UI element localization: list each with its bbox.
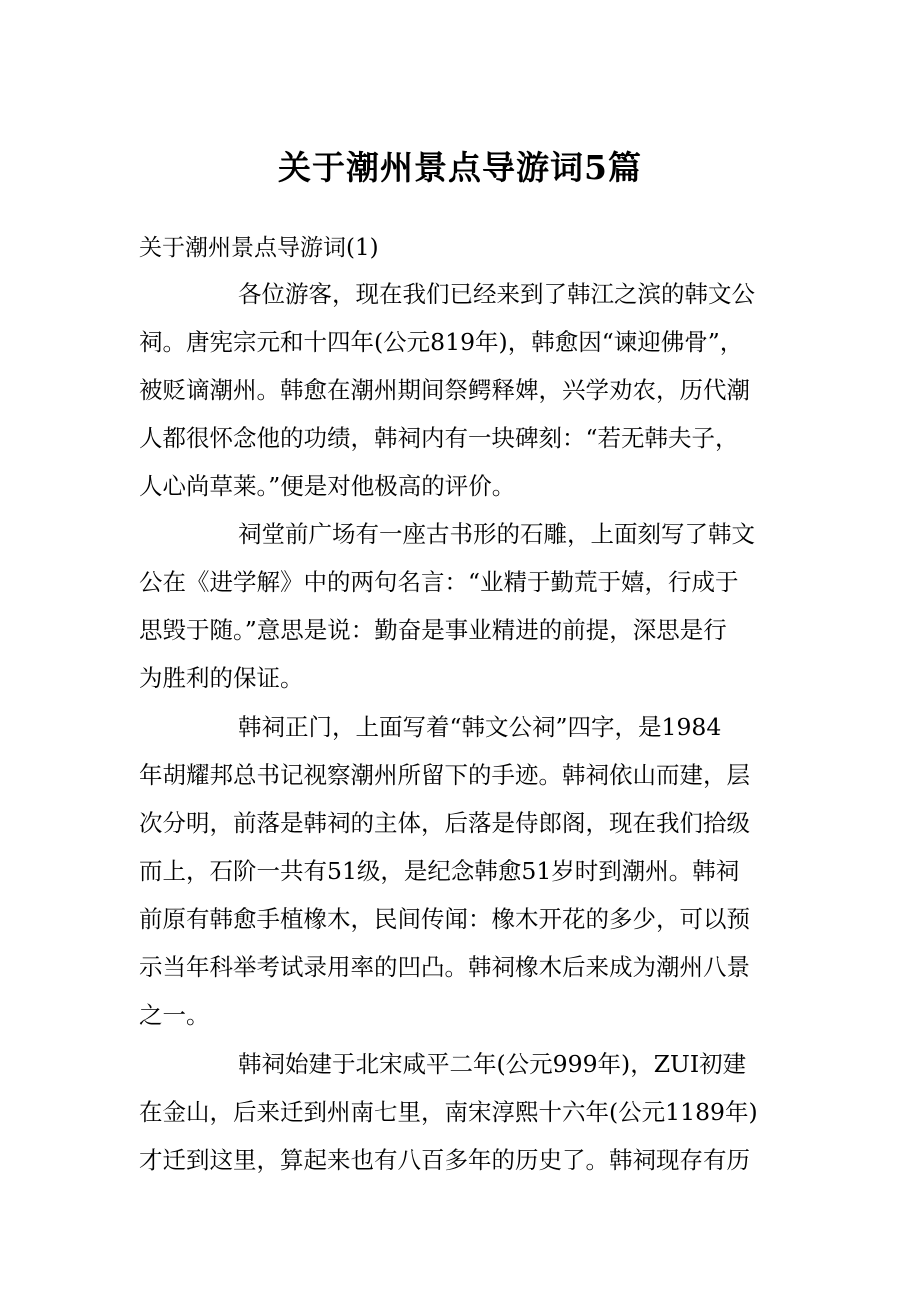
- paragraph-line: 才迁到这里，算起来也有八百多年的历史了。韩祠现存有历: [139, 1146, 750, 1174]
- paragraph-line: 次分明，前落是韩祠的主体，后落是侍郎阁，现在我们拾级: [139, 809, 750, 837]
- paragraph-4: [139, 1040, 799, 1184]
- paragraph-line: 公在《进学解》中的两句名言：“业精于勤荒于嬉，行成于: [139, 568, 739, 596]
- paragraph-line: 人心尚草莱。”便是对他极高的评价。: [139, 472, 516, 500]
- paragraph-line: 思毁于随。”意思是说：勤奋是事业精进的前提，深思是行: [139, 616, 727, 644]
- paragraph-3: [139, 703, 799, 1039]
- paragraph-line: 各位游客，现在我们已经来到了韩江之滨的韩文公: [238, 280, 755, 308]
- paragraph-line: 人都很怀念他的功绩，韩祠内有一块碑刻：“若无韩夫子，: [139, 424, 739, 452]
- paragraph-line: 被贬谪潮州。韩愈在潮州期间祭鳄释婢，兴学劝农，历代潮: [139, 376, 750, 404]
- paragraph-line: 韩祠正门，上面写着“韩文公祠”四字，是1984: [238, 713, 722, 741]
- paragraph-line: 祠。唐宪宗元和十四年(公元819年)，韩愈因“谏迎佛骨”，: [139, 328, 744, 356]
- paragraph-line: 而上，石阶一共有51级，是纪念韩愈51岁时到潮州。韩祠: [139, 857, 740, 885]
- paragraph-1: [139, 270, 799, 510]
- paragraph-line: 祠堂前广场有一座古书形的石雕，上面刻写了韩文: [238, 520, 755, 548]
- paragraph-line: 之一。: [139, 1001, 210, 1029]
- paragraph-line: 为胜利的保证。: [139, 664, 304, 692]
- paragraph-2: [139, 510, 799, 702]
- paragraph-line: 年胡耀邦总书记视察潮州所留下的手迹。韩祠依山而建，层: [139, 761, 750, 789]
- paragraph-line: 在金山，后来迁到州南七里，南宋淳熙十六年(公元1189年): [139, 1098, 758, 1126]
- document-title: 关于潮州景点导游词5篇: [278, 148, 642, 187]
- paragraph-line: 前原有韩愈手植橡木，民间传闻：橡木开花的多少，可以预: [139, 905, 750, 933]
- section-heading: 关于潮州景点导游词(1): [139, 235, 379, 261]
- paragraph-line: 韩祠始建于北宋咸平二年(公元999年)，ZUI初建: [238, 1050, 747, 1078]
- paragraph-line: 示当年科举考试录用率的凹凸。韩祠橡木后来成为潮州八景: [139, 953, 750, 981]
